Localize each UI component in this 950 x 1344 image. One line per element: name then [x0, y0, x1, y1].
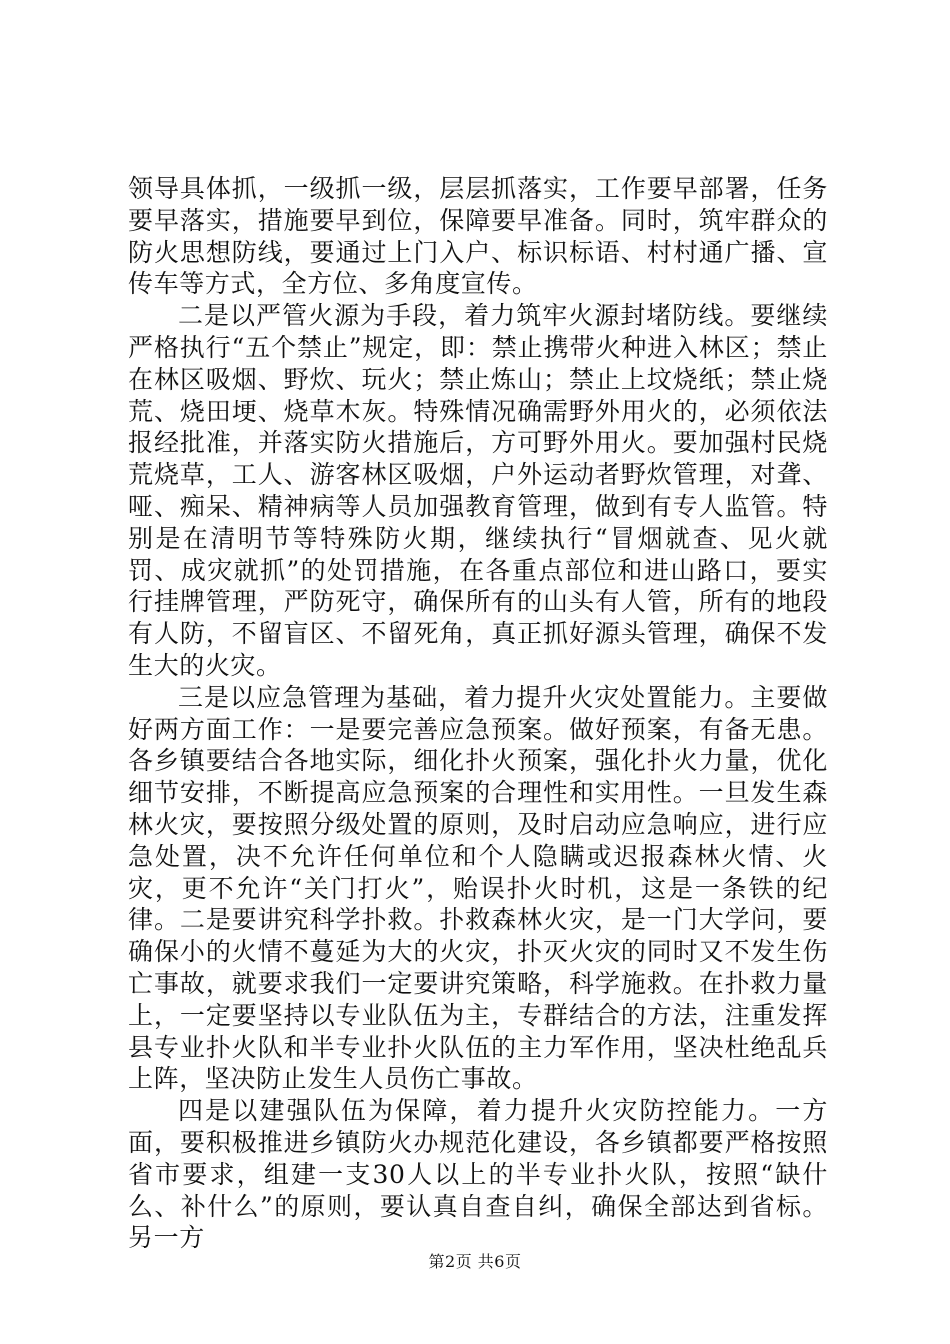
- paragraph-4: 四是以建强队伍为保障，着力提升火灾防控能力。一方面，要积极推进乡镇防火办规范化建设，各乡镇都要严格按照省市要求，组建一支30人以上的半专业扑火队，按照“缺什么、补什么”的原则，要认真自查自纠，确保全部达到省标。另一方: [128, 1096, 828, 1253]
- body-text: [128, 173, 828, 1254]
- paragraph-1: 领导具体抓，一级抓一级，层层抓落实，工作要早部署，任务要早落实，措施要早到位，保障要早准备。同时，筑牢群众的防火思想防线，要通过上门入户、标识标语、村村通广播、宣传车等方式，全方位、多角度宣传。: [128, 174, 828, 299]
- page-footer: 第2页 共6页: [428, 1252, 522, 1271]
- paragraph-2: 二是以严管火源为手段，着力筑牢火源封堵防线。要继续严格执行“五个禁止”规定，即：禁止携带火种进入林区；禁止在林区吸烟、野炊、玩火；禁止炼山；禁止上坟烧纸；禁止烧荒、烧田埂、烧草木灰。特殊情况确需野外用火的，必须依法报经批准，并落实防火措施后，方可野外用火。要加强村民烧荒烧草，工人、游客林区吸烟，户外运动者野炊管理，对聋、哑、痴呆、精神病等人员加强教育管理，做到有专人监管。特别是在清明节等特殊防火期，继续执行“冒烟就查、见火就罚、成灾就抓”的处罚措施，在各重点部位和进山路口，要实行挂牌管理，严防死守，确保所有的山头有人管，所有的地段有人防，不留盲区、不留死角，真正抓好源头管理，确保不发生大的火灾。: [128, 301, 828, 680]
- paragraph-3: 三是以应急管理为基础，着力提升火灾处置能力。主要做好两方面工作：一是要完善应急预案。做好预案，有备无患。各乡镇要结合各地实际，细化扑火预案，强化扑火力量，优化细节安排，不断提高应急预案的合理性和实用性。一旦发生森林火灾，要按照分级处置的原则，及时启动应急响应，进行应急处置，决不允许任何单位和个人隐瞒或迟报森林火情、火灾，更不允许“关门打火”，贻误扑火时机，这是一条铁的纪律。二是要讲究科学扑救。扑救森林火灾，是一门大学问，要确保小的火情不蔓延为大的火灾，扑灭火灾的同时又不发生伤亡事故，就要求我们一定要讲究策略，科学施救。在扑救力量上，一定要坚持以专业队伍为主，专群结合的方法，注重发挥县专业扑火队和半专业扑火队伍的主力军作用，坚决杜绝乱兵上阵，坚决防止发生人员伤亡事故。: [128, 682, 828, 1094]
